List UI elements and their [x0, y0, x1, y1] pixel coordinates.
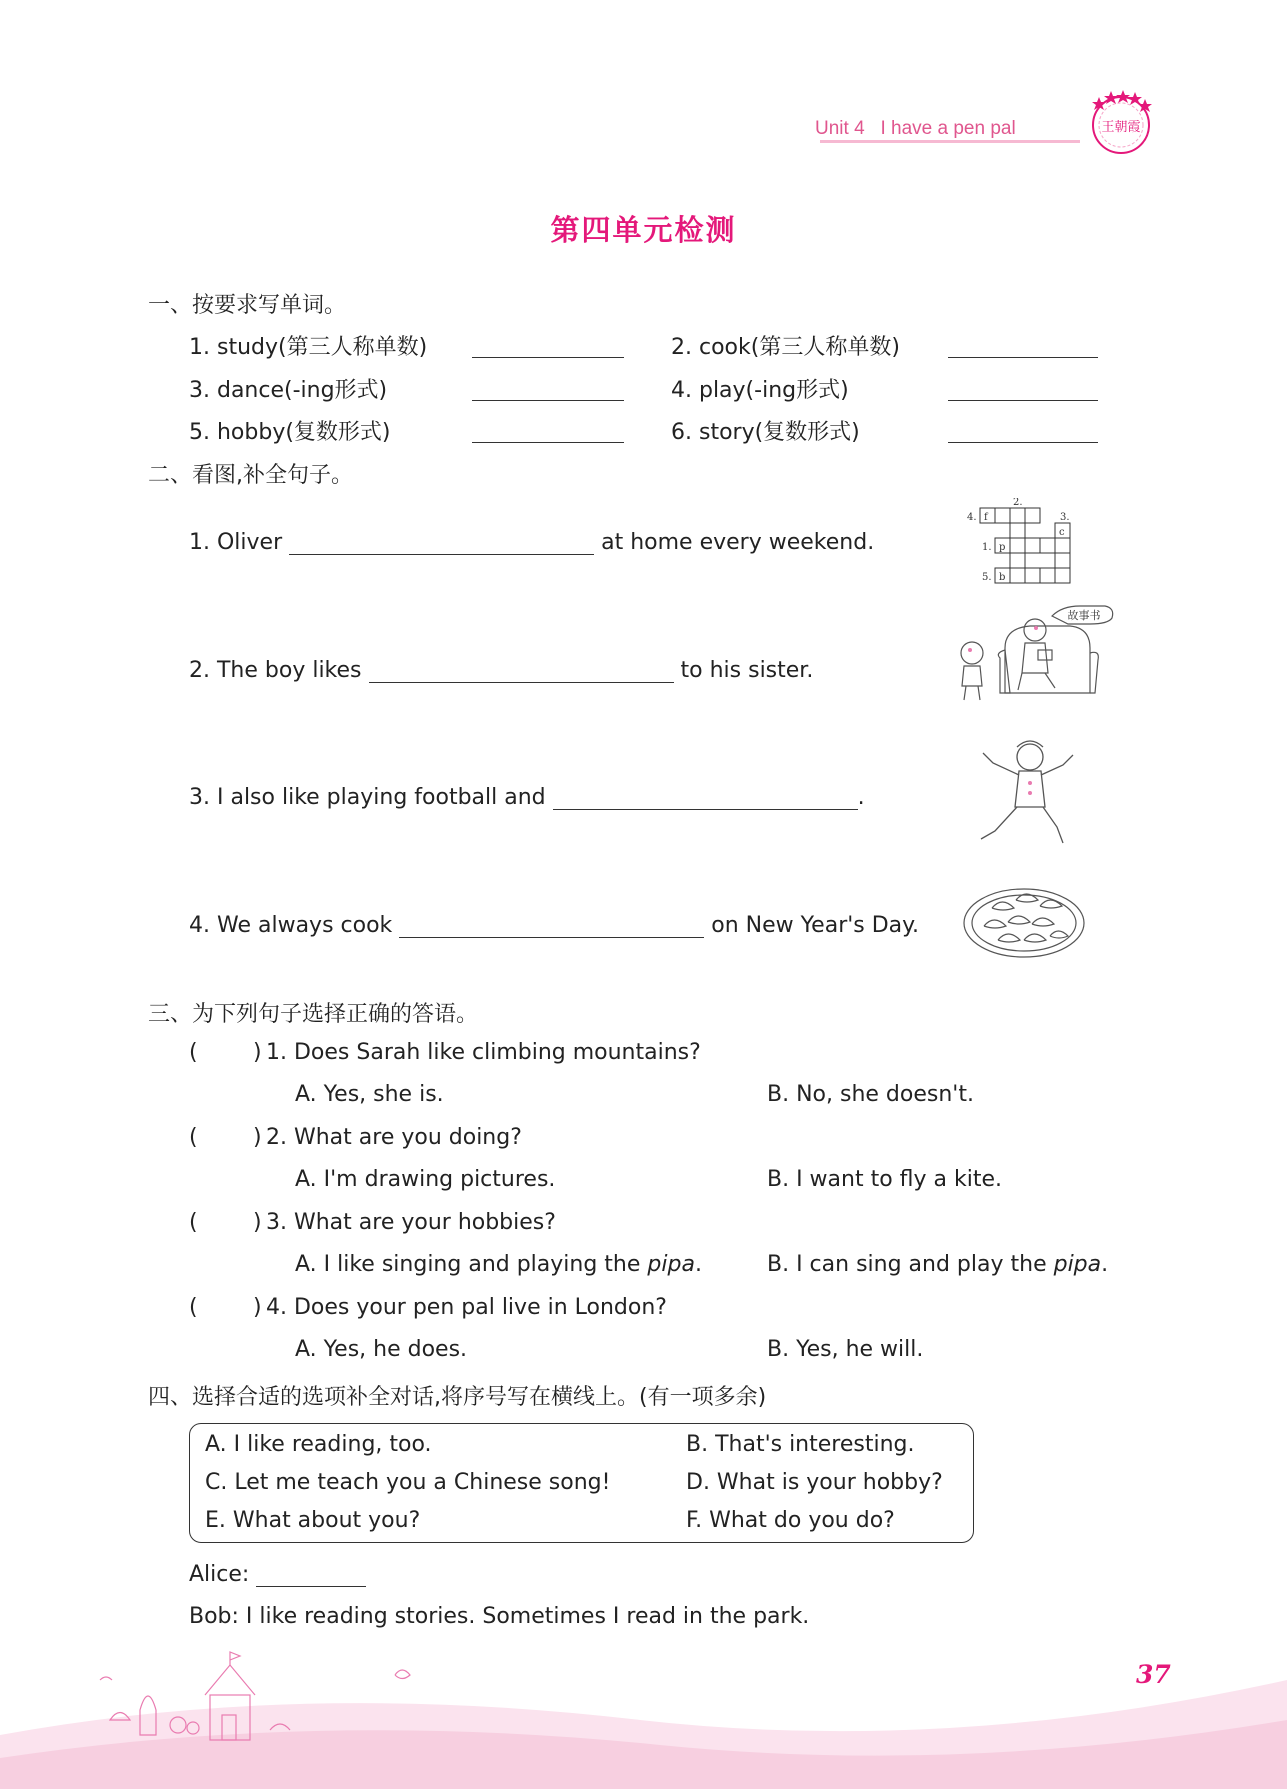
speech-bubble-text: 故事书 [1067, 609, 1101, 622]
section1-item-1: 1. study(第三人称单数) [189, 335, 428, 360]
answer-blank[interactable] [472, 357, 624, 358]
section2-item-1 [189, 530, 874, 555]
dialogue-bob: Bob: I like reading stories. Sometimes I read in the park. [189, 1604, 810, 1629]
lesson-title: I have a pen pal [880, 118, 1016, 139]
question-2: 2. What are you doing? [266, 1125, 522, 1150]
answer-blank[interactable] [256, 1564, 366, 1587]
sentence-start: 2. The boy likes [189, 658, 362, 683]
answer-blank[interactable] [948, 442, 1098, 443]
section1-item-4: 4. play(-ing形式) [671, 378, 849, 403]
answer-blank[interactable] [948, 357, 1098, 358]
section1-item-5: 5. hobby(复数形式) [189, 420, 391, 445]
sentence-start: 4. We always cook [189, 913, 393, 938]
publisher-badge-icon [1085, 85, 1157, 157]
answer-blank[interactable] [369, 660, 674, 683]
sentence-start: 1. Oliver [189, 530, 283, 555]
crossword-label: 3. [1060, 512, 1070, 523]
crossword-letter: c [1059, 527, 1065, 538]
answer-paren-close: ) [253, 1040, 262, 1065]
speaker-line: Alice: [189, 1562, 250, 1587]
answer-paren-close: ) [253, 1125, 262, 1150]
option-D: D. What is your hobby? [686, 1470, 943, 1495]
answer-blank[interactable] [948, 400, 1098, 401]
page-number: 37 [1136, 1660, 1171, 1689]
option-b: B. Yes, he will. [767, 1337, 924, 1362]
kungfu-picture [975, 735, 1080, 850]
answer-paren-open[interactable]: ( [189, 1125, 198, 1150]
answer-blank[interactable] [399, 915, 704, 938]
sentence-end: to his sister. [680, 658, 814, 683]
crossword-label: 1. [982, 542, 992, 553]
section1-item-6: 6. story(复数形式) [671, 420, 860, 445]
section3-heading: 三、为下列句子选择正确的答语。 [148, 1002, 479, 1027]
section1-item-2: 2. cook(第三人称单数) [671, 335, 900, 360]
section4-heading: 四、选择合适的选项补全对话,将序号写在横线上。(有一项多余) [148, 1385, 767, 1410]
option-E: E. What about you? [205, 1508, 421, 1533]
crossword-letter: b [999, 572, 1006, 583]
section2-item-2 [189, 658, 813, 683]
page-title: 第四单元检测 [550, 213, 737, 247]
answer-blank[interactable] [553, 787, 858, 810]
unit-label: Unit 4 [815, 118, 865, 139]
option-a: A. I'm drawing pictures. [295, 1167, 556, 1192]
crossword-letter: f [984, 512, 988, 523]
answer-paren-open[interactable]: ( [189, 1295, 198, 1320]
option-a: A. I like singing and playing the pipa. [295, 1252, 702, 1277]
section2-heading: 二、看图,补全句子。 [148, 463, 353, 488]
answer-paren-open[interactable]: ( [189, 1040, 198, 1065]
section1-heading: 一、按要求写单词。 [148, 293, 347, 318]
section2-item-4 [189, 913, 919, 938]
crossword-label: 4. [967, 512, 977, 523]
dialogue-alice [189, 1562, 366, 1587]
question-4: 4. Does your pen pal live in London? [266, 1295, 667, 1320]
reading-story-picture [950, 598, 1120, 706]
crossword-picture [960, 498, 1085, 590]
option-B: B. That's interesting. [686, 1432, 915, 1457]
option-A: A. I like reading, too. [205, 1432, 432, 1457]
answer-paren-close: ) [253, 1295, 262, 1320]
option-F: F. What do you do? [686, 1508, 895, 1533]
option-C: C. Let me teach you a Chinese song! [205, 1470, 611, 1495]
section2-item-3 [189, 785, 865, 810]
option-b: B. I can sing and play the pipa. [767, 1252, 1109, 1277]
section1-item-3: 3. dance(-ing形式) [189, 378, 388, 403]
crossword-letter: p [999, 542, 1006, 553]
question-1: 1. Does Sarah like climbing mountains? [266, 1040, 701, 1065]
sentence-end: on New Year's Day. [711, 913, 920, 938]
option-a: A. Yes, he does. [295, 1337, 468, 1362]
footer-wave-decoration [0, 1640, 1287, 1789]
answer-paren-open[interactable]: ( [189, 1210, 198, 1235]
running-header [815, 118, 1016, 140]
answer-blank[interactable] [289, 532, 594, 555]
svg-text:王朝霞: 王朝霞 [1101, 120, 1141, 135]
option-b: B. I want to fly a kite. [767, 1167, 1003, 1192]
crossword-label: 2. [1013, 498, 1023, 508]
question-3: 3. What are your hobbies? [266, 1210, 556, 1235]
dumplings-picture [962, 878, 1087, 960]
sentence-start: 3. I also like playing football and [189, 785, 546, 810]
header-divider [820, 140, 1080, 143]
sentence-end: at home every weekend. [601, 530, 875, 555]
option-a: A. Yes, she is. [295, 1082, 444, 1107]
sentence-end: . [857, 785, 865, 810]
answer-blank[interactable] [472, 442, 624, 443]
answer-paren-close: ) [253, 1210, 262, 1235]
crossword-label: 5. [982, 572, 992, 583]
option-b: B. No, she doesn't. [767, 1082, 974, 1107]
answer-blank[interactable] [472, 400, 624, 401]
